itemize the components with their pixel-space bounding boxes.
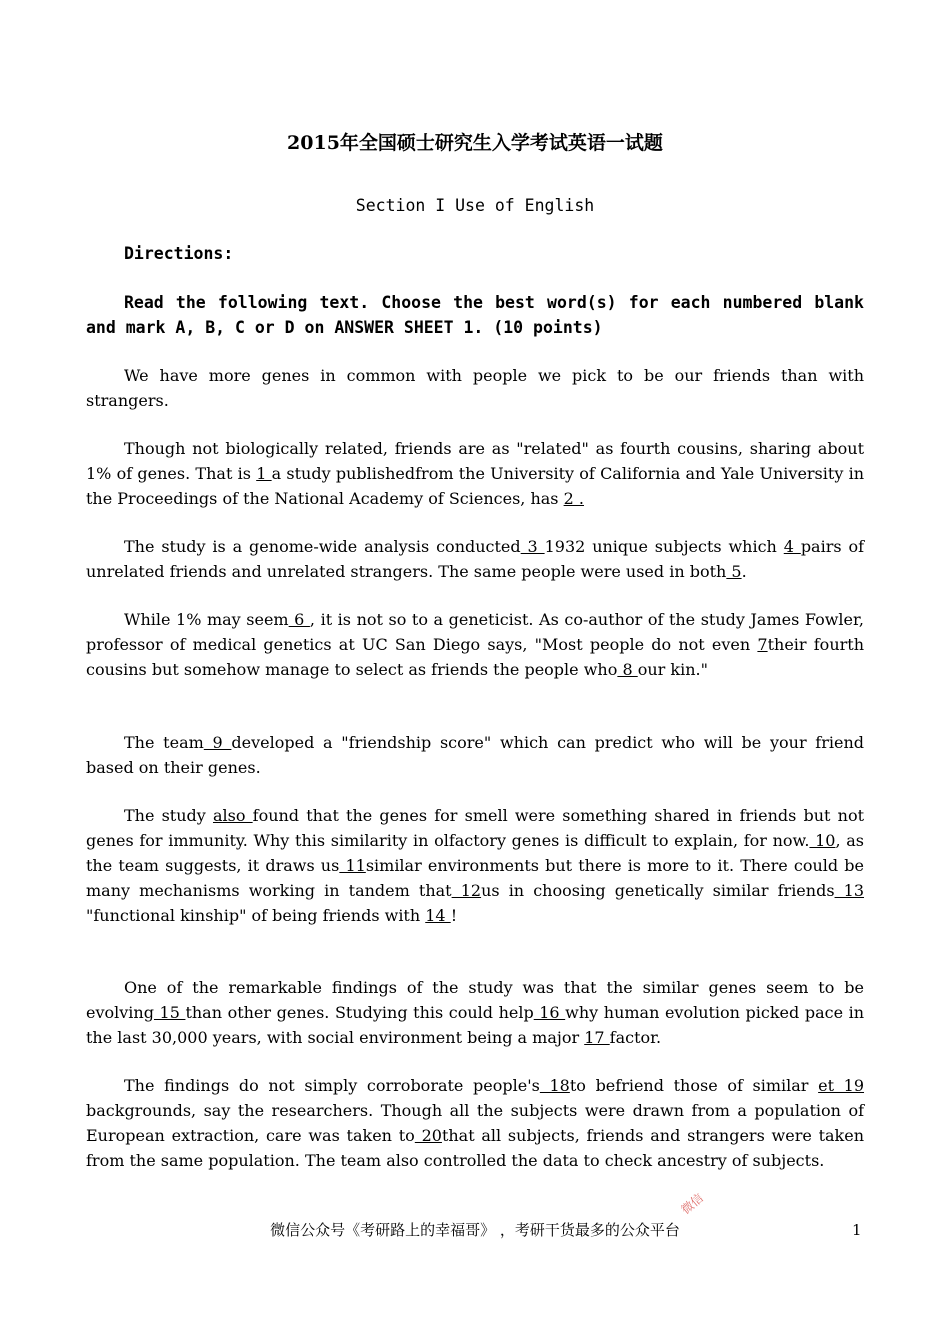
passage-text: , it is not so to a geneticist. As co-author of the study James Fowler, professor of medical genetics at UC San Diego says, "Most people do not even: [86, 610, 864, 654]
directions-label: Directions:: [124, 244, 234, 263]
passage-text: 1932 unique subjects which: [544, 537, 784, 556]
passage-text: their fourth cousins but somehow manage to select as friends the people who: [86, 635, 865, 679]
answer-blank: et 19: [818, 1076, 865, 1095]
directions-text: Read the following text. Choose the best word(s) for each numbered blank and mark A, B, C or D on ANSWER SHEET 1. (10 points): [86, 293, 864, 337]
passage-text: that all subjects, friends and strangers were taken from the same population. The team also controlled the data to check ancestry of subjects.: [86, 1126, 865, 1170]
answer-blank: 11: [339, 856, 366, 875]
watermark-stamp: 微信: [678, 1190, 707, 1217]
answer-blank: 18: [539, 1076, 570, 1095]
answer-blank: 20: [414, 1126, 442, 1145]
passage-text: The study: [124, 806, 213, 825]
section-heading: Section I Use of English: [355, 196, 595, 215]
passage-paragraph-3: [86, 534, 864, 584]
footer-text: 微信公众号《考研路上的幸福哥》 ，考研干货最多的公众平台: [270, 1221, 680, 1239]
answer-blank: 10: [809, 831, 836, 850]
passage-text: !: [450, 906, 458, 925]
passage-text: , as the team suggests, it draws us: [86, 831, 865, 875]
passage-text: our kin.": [637, 660, 708, 679]
passage-paragraph-8: [86, 1073, 864, 1173]
passage-text: The findings do not simply corroborate people's: [124, 1076, 540, 1095]
passage-text: pairs of unrelated friends and unrelated strangers. The same people were used in both: [86, 537, 865, 581]
answer-blank: 4: [783, 537, 801, 556]
answer-blank: 15: [153, 1003, 186, 1022]
passage-text: .: [741, 562, 747, 581]
page-number: 1: [852, 1221, 862, 1239]
passage-text: us in choosing genetically similar friends: [481, 881, 835, 900]
answer-blank: 5: [726, 562, 742, 581]
passage-paragraph-4: [86, 607, 864, 682]
passage-text: "functional kinship" of being friends with: [86, 906, 426, 925]
passage-text: to befriend those of similar: [569, 1076, 819, 1095]
passage-text: why human evolution picked pace in the last 30,000 years, with social environment being a major: [86, 1003, 865, 1047]
passage-paragraph-2: [86, 436, 864, 511]
answer-blank: 1: [256, 464, 272, 483]
passage-paragraph-6: [86, 803, 864, 928]
answer-blank: 12: [451, 881, 482, 900]
answer-blank: 6: [288, 610, 310, 629]
passage-text: One of the remarkable findings of the study was that the similar genes seem to be evolving: [86, 978, 864, 1022]
passage-paragraph-5: [86, 730, 864, 780]
passage-text: than other genes. Studying this could help: [185, 1003, 534, 1022]
answer-blank: 9: [203, 733, 232, 752]
passage-text: similar environments but there is more to it. There could be many mechanisms working in tandem that: [86, 856, 864, 900]
passage-text: found that the genes for smell were something shared in friends but not genes for immunity. Why this similarity in olfactory genes is difficult to explain, for now.: [86, 806, 865, 850]
answer-blank: 2 .: [563, 489, 584, 508]
answer-blank: 8: [617, 660, 638, 679]
answer-blank: 16: [533, 1003, 566, 1022]
passage-text: While 1% may seem: [124, 610, 289, 629]
answer-blank: also: [212, 806, 253, 825]
passage-text: We have more genes in common with people we pick to be our friends than with strangers.: [86, 366, 864, 410]
answer-blank: 13: [834, 881, 865, 900]
answer-blank: 7: [757, 635, 768, 654]
passage-paragraph-7: [86, 975, 864, 1050]
passage-text: factor.: [609, 1028, 662, 1047]
passage-text: The team: [124, 733, 204, 752]
passage-text: Though not biologically related, friends are as "related" as fourth cousins, sharing about 1% of genes. That is: [86, 439, 864, 483]
passage-text: The study is a genome-wide analysis conducted: [124, 537, 521, 556]
answer-blank: 17: [584, 1028, 610, 1047]
passage-text: a study publishedfrom the University of California and Yale University in the Proceedings of the National Academy of Sciences, has: [86, 464, 865, 508]
passage-paragraph-1: [86, 363, 864, 413]
answer-blank: 14: [425, 906, 451, 925]
passage-text: backgrounds, say the researchers. Though all the subjects were drawn from a population of European extraction, care was taken to: [86, 1101, 864, 1145]
passage-text: developed a "friendship score" which can predict who will be your friend based on their genes.: [86, 733, 865, 777]
answer-blank: 3: [520, 537, 545, 556]
exam-title: 2015年全国硕士研究生入学考试英语一试题: [287, 132, 663, 154]
